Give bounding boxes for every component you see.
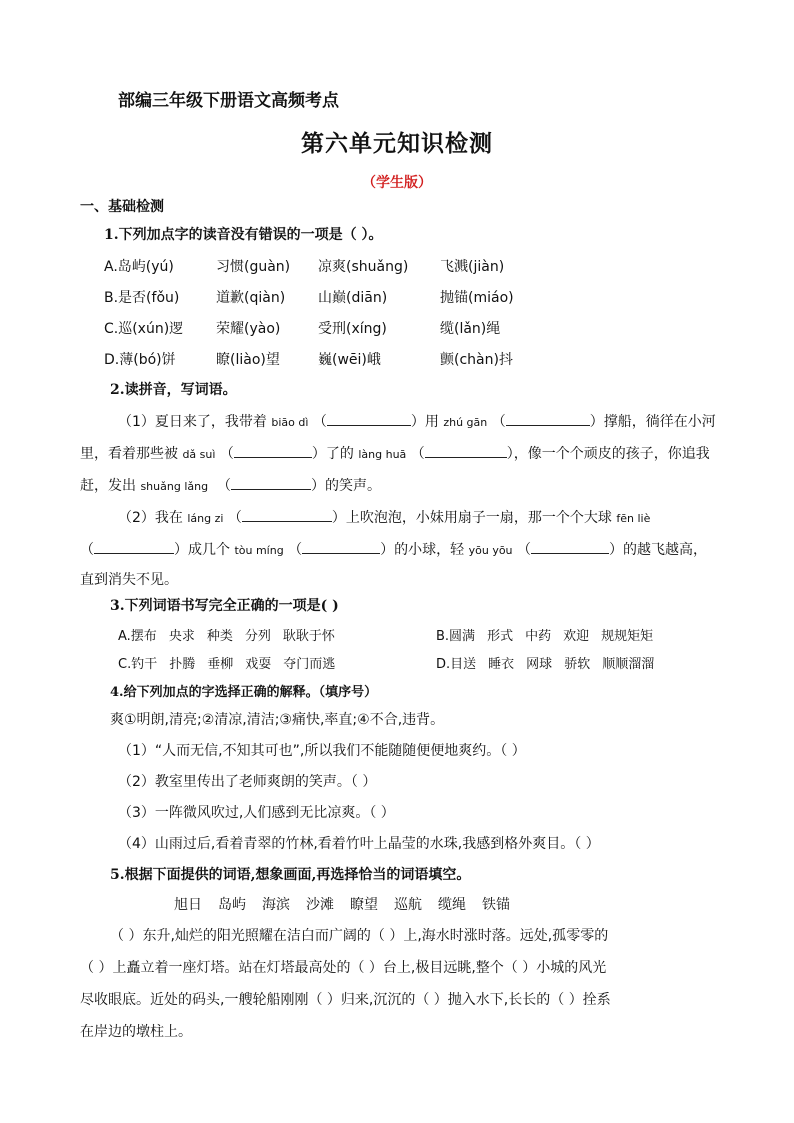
q3-option-label: B.圆满 — [436, 629, 476, 644]
q1-row-b-col4: 抛锚(miáo) — [440, 290, 514, 306]
q3-word: 顺顺溜溜 — [602, 657, 655, 672]
q2-text: 了的 — [325, 446, 354, 462]
q5-word-bank — [174, 894, 526, 914]
q3-option-a — [118, 625, 347, 644]
q3-word: 网球 — [526, 657, 553, 672]
question-2-stem: 2.读拼音，写词语。 — [110, 382, 237, 398]
q2-p1-line1: （1）夏日来了，我带着 biāo dì （ ）用 zhú gān （ ）撑船，徜徉在小河 — [118, 414, 716, 430]
q3-word: 扑腾 — [169, 657, 196, 672]
q1-row-a-col3: 凉爽(shuǎng) — [318, 259, 409, 275]
q4-item-4: （4）山雨过后,看着青翠的竹林,看着竹叶上晶莹的水珠,我感到格外爽目。（ ） — [118, 836, 600, 852]
question-1-stem: 1.下列加点字的读音没有错误的一项是（ ）。 — [104, 227, 383, 243]
q2-p2-line1: （2）我在 láng zi （ ）上吹泡泡，小妹用扇子一扇，那一个个大球 fēn liè — [118, 510, 651, 526]
q3-word: 夺门而逃 — [283, 657, 336, 672]
pinyin-prompt: làng huā — [358, 448, 407, 461]
q1-row-d-col2: 瞭(liào)望 — [216, 352, 280, 368]
q2-p2-line3: 直到消失不见。 — [80, 572, 178, 588]
q1-row-b-col1: B.是否(fǒu) — [104, 290, 180, 306]
q2-text: 撑船，徜徉在小河 — [603, 414, 716, 430]
q3-option-c — [118, 653, 347, 672]
q1-row-d-col3: 巍(wēi)峨 — [318, 352, 381, 368]
q4-item-1: （1）“人而无信,不知其可也”,所以我们不能随随便便地爽约。（ ） — [118, 743, 526, 759]
q4-definition: 爽①明朗,清亮;②清凉,清洁;③痛快,率直;④不合,违背。 — [110, 712, 445, 728]
q3-word: 中药 — [525, 629, 552, 644]
q3-word: 耿耿于怀 — [282, 629, 335, 644]
word-bank-item: 巡航 — [394, 897, 422, 913]
q2-text: ，像一个个顽皮的孩子，你追我 — [513, 446, 710, 462]
page-title: 第六单元知识检测 — [301, 130, 493, 157]
answer-blank[interactable] — [234, 445, 312, 458]
q3-word: 种类 — [206, 629, 233, 644]
q1-row-d-col1: D.薄(bó)饼 — [104, 352, 176, 368]
q5-passage-line-2: （ ）上矗立着一座灯塔。站在灯塔最高处的（ ）台上,极目远眺,整个（ ）小城的风光 — [80, 960, 607, 976]
q2-text: 赶，发出 — [80, 478, 136, 494]
word-bank-item: 旭日 — [174, 897, 202, 913]
section-heading: 一、基础检测 — [80, 199, 164, 215]
question-3-stem: 3.下列词语书写完全正确的一项是( ) — [110, 598, 339, 614]
answer-blank[interactable] — [242, 509, 332, 522]
pinyin-prompt: fēn liè — [616, 512, 651, 525]
pinyin-prompt: dǎ suì — [182, 448, 216, 461]
q3-word: 垂柳 — [207, 657, 234, 672]
q2-text: （1）夏日来了，我带着 — [118, 414, 267, 430]
q3-word: 骄软 — [564, 657, 591, 672]
q1-row-b-col2: 道歉(qiàn) — [216, 290, 286, 306]
series-title: 部编三年级下册语文高频考点 — [118, 91, 339, 111]
word-bank-item: 铁锚 — [482, 897, 510, 913]
q3-word: 欢迎 — [563, 629, 590, 644]
q4-item-2: （2）教室里传出了老师爽朗的笑声。（ ） — [118, 774, 377, 790]
q3-word: 央求 — [168, 629, 195, 644]
word-bank-item: 岛屿 — [218, 897, 246, 913]
word-bank-item: 海滨 — [262, 897, 290, 913]
q1-row-d-col4: 颤(chàn)抖 — [440, 352, 513, 368]
q3-option-label: A.摆布 — [118, 629, 157, 644]
question-4-stem: 4.给下列加点的字选择正确的解释。（填序号） — [110, 685, 378, 700]
q2-p1-line2: 里，看着那些被 dǎ suì （ ）了的 làng huā （ ），像一个个顽皮的孩子，你追我 — [80, 446, 710, 462]
q5-passage-line-3: 尽收眼底。近处的码头,一艘轮船刚刚（ ）归来,沉沉的（ ）抛入水下,长长的（ ）拴系 — [80, 992, 611, 1008]
answer-blank[interactable] — [531, 541, 609, 554]
q3-option-label: C.钓干 — [118, 657, 158, 672]
pinyin-prompt: tòu míng — [234, 544, 284, 557]
q1-row-c-col1: C.巡(xún)逻 — [104, 321, 184, 337]
pinyin-prompt: shuǎng lǎng — [140, 480, 209, 493]
q3-option-b — [436, 625, 665, 644]
q3-option-label: D.目送 — [436, 657, 477, 672]
pinyin-prompt: biāo dì — [271, 416, 309, 429]
q1-row-b-col3: 山巅(diān) — [318, 290, 388, 306]
answer-blank[interactable] — [94, 541, 174, 554]
q3-word: 分列 — [244, 629, 271, 644]
word-bank-item: 瞭望 — [350, 897, 378, 913]
answer-blank[interactable] — [302, 541, 380, 554]
edition-label: （学生版） — [362, 175, 432, 191]
pinyin-prompt: láng zi — [187, 512, 224, 525]
q5-passage-line-4: 在岸边的墩柱上。 — [80, 1024, 192, 1040]
q3-option-d — [436, 653, 666, 672]
pinyin-prompt: yōu yōu — [468, 544, 513, 557]
answer-blank[interactable] — [425, 445, 507, 458]
q1-row-a-col1: A.岛屿(yú) — [104, 259, 174, 275]
word-bank-item: 缆绳 — [438, 897, 466, 913]
question-5-stem: 5.根据下面提供的词语,想象画面,再选择恰当的词语填空。 — [110, 867, 471, 883]
q5-passage-line-1: （ ）东升,灿烂的阳光照耀在洁白而广阔的（ ）上,海水时涨时落。远处,孤零零的 — [110, 928, 609, 944]
q3-word: 戏耍 — [245, 657, 272, 672]
pinyin-prompt: zhú gān — [443, 416, 488, 429]
q2-text: 的小球，轻 — [394, 542, 465, 558]
q3-word: 形式 — [487, 629, 514, 644]
q2-text: 用 — [424, 414, 439, 430]
q2-text: 成几个 — [188, 542, 230, 558]
q2-text: 的越飞越高， — [622, 542, 707, 558]
q3-word: 规规矩矩 — [601, 629, 654, 644]
q1-row-c-col4: 缆(lǎn)绳 — [440, 321, 501, 337]
answer-blank[interactable] — [231, 477, 311, 490]
q2-text: 的笑声。 — [324, 478, 381, 494]
q1-row-a-col4: 飞溅(jiàn) — [440, 259, 505, 275]
q2-text: 上吹泡泡，小妹用扇子一扇，那一个个大球 — [345, 510, 612, 526]
word-bank-item: 沙滩 — [306, 897, 334, 913]
q2-p1-line3: 赶，发出 shuǎng lǎng （ ）的笑声。 — [80, 478, 381, 494]
q3-word: 睡衣 — [488, 657, 515, 672]
q2-text: （2）我在 — [118, 510, 183, 526]
q4-item-3: （3）一阵微风吹过,人们感到无比凉爽。（ ） — [118, 805, 395, 821]
answer-blank[interactable] — [506, 413, 590, 426]
q2-p2-line2: （ ）成几个 tòu míng （ ）的小球，轻 yōu yōu （ ）的越飞越高， — [80, 542, 707, 558]
q1-row-c-col2: 荣耀(yào) — [216, 321, 281, 337]
q1-row-a-col2: 习惯(guàn) — [216, 259, 291, 275]
answer-blank[interactable] — [327, 413, 411, 426]
q1-row-c-col3: 受刑(xíng) — [318, 321, 387, 337]
q2-text: 里，看着那些被 — [80, 446, 178, 462]
